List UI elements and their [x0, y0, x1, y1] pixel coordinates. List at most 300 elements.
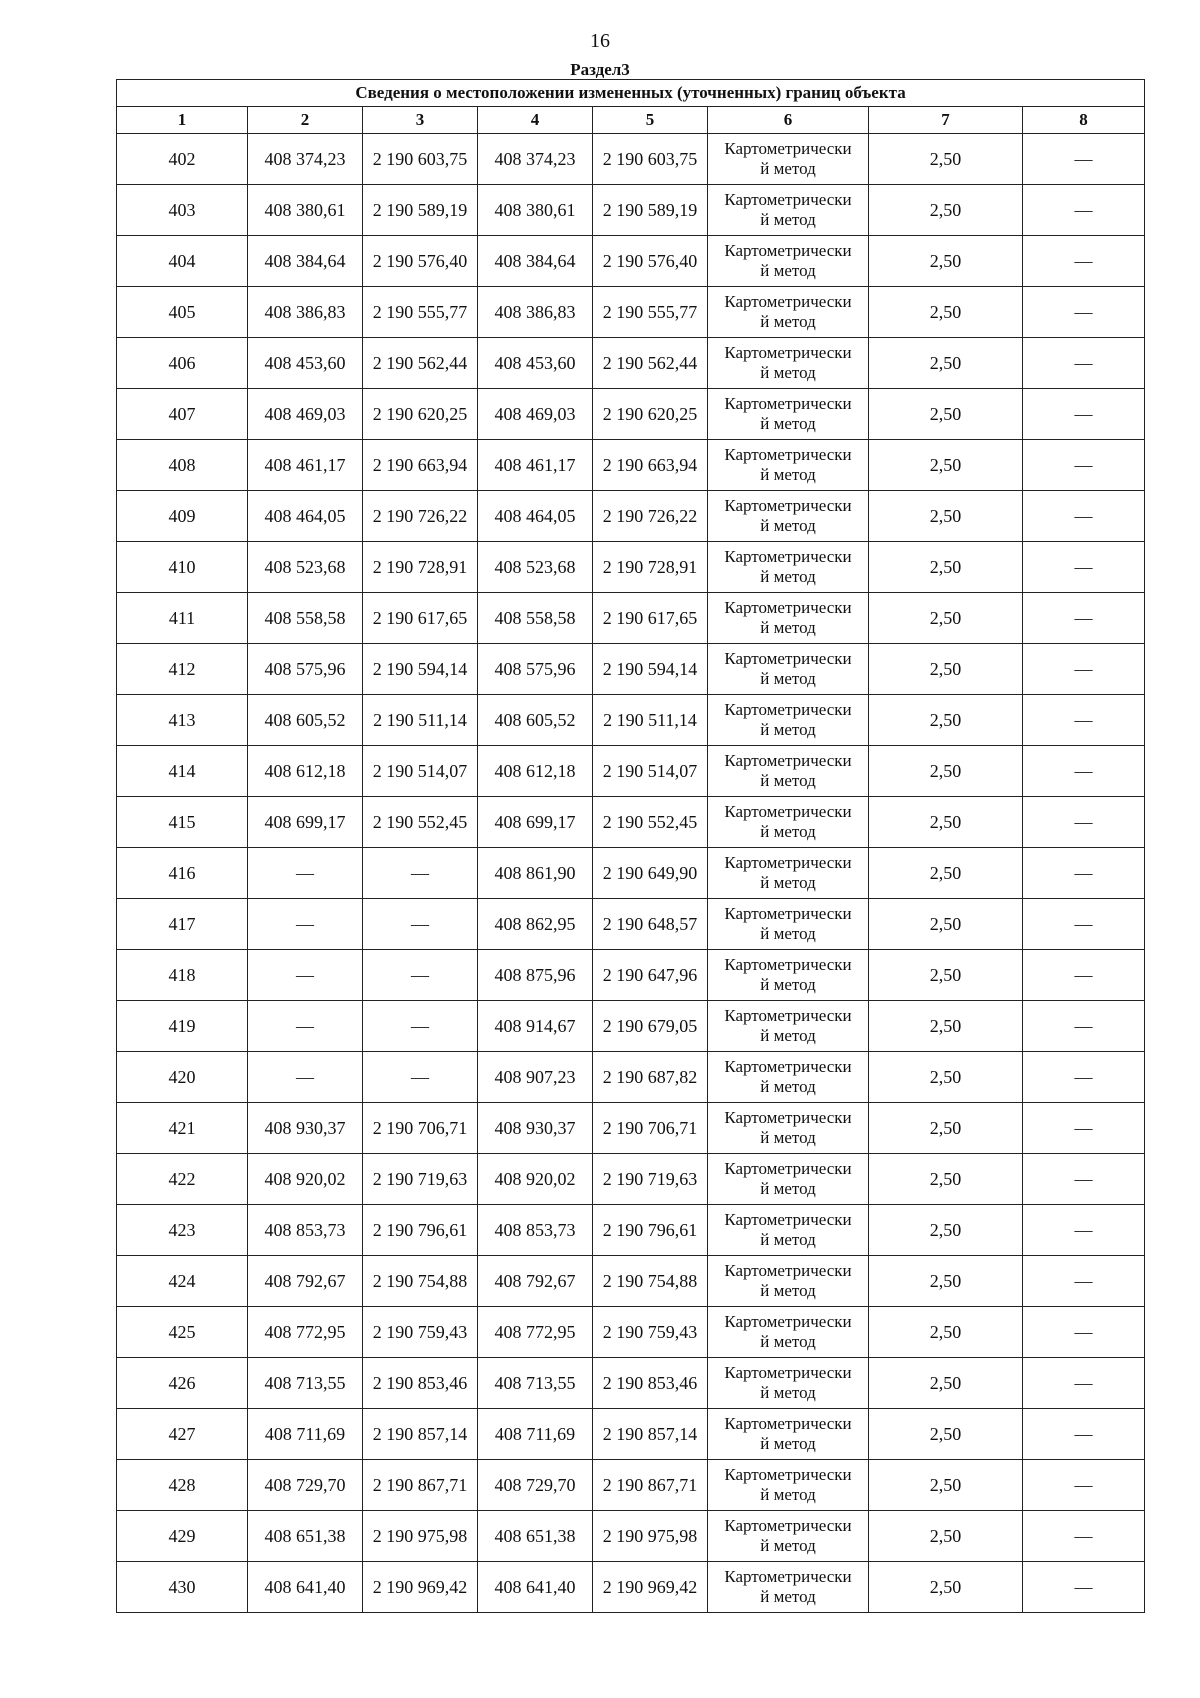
point-number-cell: 424: [117, 1256, 248, 1307]
method-text-line1: Картометрически: [724, 904, 852, 923]
accuracy-cell: 2,50: [869, 1103, 1023, 1154]
x-existing-cell: 408 792,67: [248, 1256, 363, 1307]
y-existing-cell: 2 190 853,46: [363, 1358, 478, 1409]
x-existing-cell: —: [248, 848, 363, 899]
point-number-cell: 405: [117, 287, 248, 338]
method-text-line2: й метод: [760, 1179, 816, 1198]
y-refined-cell: 2 190 617,65: [593, 593, 708, 644]
point-number-cell: 417: [117, 899, 248, 950]
method-text-line2: й метод: [760, 1434, 816, 1453]
y-existing-cell: 2 190 555,77: [363, 287, 478, 338]
x-existing-cell: 408 469,03: [248, 389, 363, 440]
method-text-line2: й метод: [760, 414, 816, 433]
method-cell: [708, 1307, 869, 1358]
point-number-cell: 429: [117, 1511, 248, 1562]
accuracy-cell: 2,50: [869, 1460, 1023, 1511]
y-refined-cell: 2 190 857,14: [593, 1409, 708, 1460]
y-refined-cell: 2 190 649,90: [593, 848, 708, 899]
point-number-cell: 416: [117, 848, 248, 899]
x-existing-cell: 408 575,96: [248, 644, 363, 695]
point-number-cell: 426: [117, 1358, 248, 1409]
y-existing-cell: 2 190 552,45: [363, 797, 478, 848]
y-existing-cell: 2 190 759,43: [363, 1307, 478, 1358]
method-text-line1: Картометрически: [724, 1108, 852, 1127]
table-row: [117, 1256, 1145, 1307]
x-existing-cell: 408 461,17: [248, 440, 363, 491]
method-cell: [708, 185, 869, 236]
point-number-cell: 402: [117, 134, 248, 185]
y-existing-cell: 2 190 620,25: [363, 389, 478, 440]
point-number-cell: 428: [117, 1460, 248, 1511]
x-existing-cell: 408 464,05: [248, 491, 363, 542]
method-text-line1: Картометрически: [724, 394, 852, 413]
column-header: 1: [117, 107, 248, 134]
method-cell: [708, 1460, 869, 1511]
note-cell: —: [1023, 950, 1145, 1001]
method-text-line2: й метод: [760, 363, 816, 382]
x-refined-cell: 408 558,58: [478, 593, 593, 644]
note-cell: —: [1023, 1001, 1145, 1052]
note-cell: —: [1023, 134, 1145, 185]
x-refined-cell: 408 930,37: [478, 1103, 593, 1154]
x-refined-cell: 408 380,61: [478, 185, 593, 236]
accuracy-cell: 2,50: [869, 1001, 1023, 1052]
note-cell: —: [1023, 746, 1145, 797]
x-refined-cell: 408 523,68: [478, 542, 593, 593]
accuracy-cell: 2,50: [869, 593, 1023, 644]
method-text-line1: Картометрически: [724, 853, 852, 872]
method-text-line2: й метод: [760, 771, 816, 790]
x-existing-cell: 408 729,70: [248, 1460, 363, 1511]
x-existing-cell: 408 699,17: [248, 797, 363, 848]
accuracy-cell: 2,50: [869, 236, 1023, 287]
method-cell: [708, 797, 869, 848]
note-cell: —: [1023, 1154, 1145, 1205]
table-row: [117, 1205, 1145, 1256]
method-cell: [708, 389, 869, 440]
table-body: [117, 134, 1145, 1613]
y-refined-cell: 2 190 514,07: [593, 746, 708, 797]
method-text-line2: й метод: [760, 720, 816, 739]
y-refined-cell: 2 190 759,43: [593, 1307, 708, 1358]
method-cell: [708, 134, 869, 185]
method-cell: [708, 287, 869, 338]
table-row: [117, 950, 1145, 1001]
x-refined-cell: 408 651,38: [478, 1511, 593, 1562]
point-number-cell: 414: [117, 746, 248, 797]
accuracy-cell: 2,50: [869, 1052, 1023, 1103]
x-refined-cell: 408 575,96: [478, 644, 593, 695]
y-existing-cell: 2 190 969,42: [363, 1562, 478, 1613]
y-existing-cell: 2 190 594,14: [363, 644, 478, 695]
y-existing-cell: 2 190 562,44: [363, 338, 478, 389]
x-existing-cell: 408 930,37: [248, 1103, 363, 1154]
x-refined-cell: 408 920,02: [478, 1154, 593, 1205]
y-existing-cell: 2 190 796,61: [363, 1205, 478, 1256]
method-text-line1: Картометрически: [724, 598, 852, 617]
x-refined-cell: 408 853,73: [478, 1205, 593, 1256]
y-refined-cell: 2 190 796,61: [593, 1205, 708, 1256]
y-refined-cell: 2 190 728,91: [593, 542, 708, 593]
y-refined-cell: 2 190 975,98: [593, 1511, 708, 1562]
y-existing-cell: 2 190 867,71: [363, 1460, 478, 1511]
method-text-line1: Картометрически: [724, 1567, 852, 1586]
table-row: [117, 491, 1145, 542]
table-row: [117, 797, 1145, 848]
x-existing-cell: —: [248, 1001, 363, 1052]
method-text-line2: й метод: [760, 822, 816, 841]
x-refined-cell: 408 386,83: [478, 287, 593, 338]
y-refined-cell: 2 190 576,40: [593, 236, 708, 287]
y-refined-cell: 2 190 648,57: [593, 899, 708, 950]
note-cell: —: [1023, 1460, 1145, 1511]
method-cell: [708, 644, 869, 695]
accuracy-cell: 2,50: [869, 185, 1023, 236]
x-existing-cell: 408 651,38: [248, 1511, 363, 1562]
note-cell: —: [1023, 1358, 1145, 1409]
method-cell: [708, 1001, 869, 1052]
method-text-line1: Картометрически: [724, 496, 852, 515]
table-row: [117, 644, 1145, 695]
method-text-line1: Картометрически: [724, 649, 852, 668]
method-text-line2: й метод: [760, 1026, 816, 1045]
y-refined-cell: 2 190 687,82: [593, 1052, 708, 1103]
column-header: 8: [1023, 107, 1145, 134]
x-existing-cell: 408 920,02: [248, 1154, 363, 1205]
method-text-line2: й метод: [760, 210, 816, 229]
method-text-line1: Картометрически: [724, 1363, 852, 1382]
method-text-line2: й метод: [760, 924, 816, 943]
accuracy-cell: 2,50: [869, 899, 1023, 950]
method-text-line2: й метод: [760, 1230, 816, 1249]
method-text-line2: й метод: [760, 1128, 816, 1147]
table-row: [117, 899, 1145, 950]
point-number-cell: 409: [117, 491, 248, 542]
y-refined-cell: 2 190 594,14: [593, 644, 708, 695]
accuracy-cell: 2,50: [869, 1307, 1023, 1358]
accuracy-cell: 2,50: [869, 287, 1023, 338]
y-existing-cell: 2 190 728,91: [363, 542, 478, 593]
x-refined-cell: 408 641,40: [478, 1562, 593, 1613]
accuracy-cell: 2,50: [869, 848, 1023, 899]
table-row: [117, 185, 1145, 236]
y-existing-cell: 2 190 706,71: [363, 1103, 478, 1154]
table-row: [117, 287, 1145, 338]
note-cell: —: [1023, 491, 1145, 542]
method-text-line1: Картометрически: [724, 802, 852, 821]
x-refined-cell: 408 461,17: [478, 440, 593, 491]
table-row: [117, 1511, 1145, 1562]
x-refined-cell: 408 713,55: [478, 1358, 593, 1409]
y-refined-cell: 2 190 663,94: [593, 440, 708, 491]
x-existing-cell: 408 772,95: [248, 1307, 363, 1358]
x-existing-cell: 408 853,73: [248, 1205, 363, 1256]
boundary-coordinates-table: [116, 79, 1145, 1613]
point-number-cell: 407: [117, 389, 248, 440]
y-refined-cell: 2 190 552,45: [593, 797, 708, 848]
method-text-line1: Картометрически: [724, 1159, 852, 1178]
note-cell: —: [1023, 695, 1145, 746]
note-cell: —: [1023, 797, 1145, 848]
y-existing-cell: 2 190 719,63: [363, 1154, 478, 1205]
table-row: [117, 389, 1145, 440]
y-refined-cell: 2 190 853,46: [593, 1358, 708, 1409]
method-text-line1: Картометрически: [724, 445, 852, 464]
note-cell: —: [1023, 899, 1145, 950]
x-existing-cell: 408 384,64: [248, 236, 363, 287]
point-number-cell: 403: [117, 185, 248, 236]
note-cell: —: [1023, 644, 1145, 695]
x-refined-cell: 408 862,95: [478, 899, 593, 950]
method-text-line1: Картометрически: [724, 292, 852, 311]
point-number-cell: 415: [117, 797, 248, 848]
x-refined-cell: 408 914,67: [478, 1001, 593, 1052]
y-existing-cell: —: [363, 1001, 478, 1052]
method-text-line2: й метод: [760, 975, 816, 994]
method-text-line2: й метод: [760, 1077, 816, 1096]
table-row: [117, 236, 1145, 287]
x-existing-cell: —: [248, 1052, 363, 1103]
accuracy-cell: 2,50: [869, 1256, 1023, 1307]
accuracy-cell: 2,50: [869, 440, 1023, 491]
x-existing-cell: 408 374,23: [248, 134, 363, 185]
table-row: [117, 542, 1145, 593]
y-existing-cell: —: [363, 899, 478, 950]
table-row: [117, 848, 1145, 899]
x-refined-cell: 408 907,23: [478, 1052, 593, 1103]
method-text-line2: й метод: [760, 516, 816, 535]
method-cell: [708, 746, 869, 797]
y-refined-cell: 2 190 562,44: [593, 338, 708, 389]
x-existing-cell: 408 523,68: [248, 542, 363, 593]
table-row: [117, 1307, 1145, 1358]
y-existing-cell: 2 190 589,19: [363, 185, 478, 236]
x-refined-cell: 408 861,90: [478, 848, 593, 899]
point-number-cell: 421: [117, 1103, 248, 1154]
point-number-cell: 413: [117, 695, 248, 746]
note-cell: —: [1023, 542, 1145, 593]
y-refined-cell: 2 190 754,88: [593, 1256, 708, 1307]
method-cell: [708, 950, 869, 1001]
note-cell: —: [1023, 440, 1145, 491]
section-title: Раздел3: [570, 60, 630, 79]
x-refined-cell: 408 792,67: [478, 1256, 593, 1307]
column-number-row: [117, 107, 1145, 134]
x-existing-cell: 408 453,60: [248, 338, 363, 389]
method-text-line1: Картометрически: [724, 751, 852, 770]
x-refined-cell: 408 612,18: [478, 746, 593, 797]
y-existing-cell: —: [363, 1052, 478, 1103]
y-refined-cell: 2 190 706,71: [593, 1103, 708, 1154]
table-row: [117, 1001, 1145, 1052]
y-refined-cell: 2 190 555,77: [593, 287, 708, 338]
y-refined-cell: 2 190 719,63: [593, 1154, 708, 1205]
point-number-cell: 427: [117, 1409, 248, 1460]
table-row: [117, 338, 1145, 389]
note-cell: —: [1023, 1409, 1145, 1460]
method-cell: [708, 1154, 869, 1205]
note-cell: —: [1023, 1103, 1145, 1154]
accuracy-cell: 2,50: [869, 1562, 1023, 1613]
table-caption: Сведения о местоположении измененных (уточненных) границ объекта: [117, 80, 1145, 107]
method-text-line1: Картометрически: [724, 1516, 852, 1535]
method-text-line2: й метод: [760, 1587, 816, 1606]
method-cell: [708, 1562, 869, 1613]
accuracy-cell: 2,50: [869, 542, 1023, 593]
x-refined-cell: 408 384,64: [478, 236, 593, 287]
method-cell: [708, 338, 869, 389]
point-number-cell: 406: [117, 338, 248, 389]
y-refined-cell: 2 190 589,19: [593, 185, 708, 236]
method-text-line1: Картометрически: [724, 343, 852, 362]
accuracy-cell: 2,50: [869, 491, 1023, 542]
method-text-line1: Картометрически: [724, 1006, 852, 1025]
y-existing-cell: 2 190 663,94: [363, 440, 478, 491]
point-number-cell: 419: [117, 1001, 248, 1052]
x-refined-cell: 408 772,95: [478, 1307, 593, 1358]
y-existing-cell: —: [363, 848, 478, 899]
note-cell: —: [1023, 236, 1145, 287]
table-row: [117, 440, 1145, 491]
y-refined-cell: 2 190 969,42: [593, 1562, 708, 1613]
table-row: [117, 134, 1145, 185]
method-cell: [708, 1256, 869, 1307]
x-existing-cell: 408 558,58: [248, 593, 363, 644]
accuracy-cell: 2,50: [869, 797, 1023, 848]
method-text-line2: й метод: [760, 1332, 816, 1351]
column-header: 7: [869, 107, 1023, 134]
table-row: [117, 746, 1145, 797]
note-cell: —: [1023, 338, 1145, 389]
method-text-line2: й метод: [760, 159, 816, 178]
x-refined-cell: 408 605,52: [478, 695, 593, 746]
y-existing-cell: —: [363, 950, 478, 1001]
x-refined-cell: 408 469,03: [478, 389, 593, 440]
method-text-line1: Картометрически: [724, 1465, 852, 1484]
accuracy-cell: 2,50: [869, 1205, 1023, 1256]
x-refined-cell: 408 374,23: [478, 134, 593, 185]
note-cell: —: [1023, 1205, 1145, 1256]
table-row: [117, 695, 1145, 746]
table-row: [117, 1562, 1145, 1613]
method-text-line2: й метод: [760, 669, 816, 688]
y-existing-cell: 2 190 726,22: [363, 491, 478, 542]
method-cell: [708, 491, 869, 542]
point-number-cell: 430: [117, 1562, 248, 1613]
accuracy-cell: 2,50: [869, 950, 1023, 1001]
table-row: [117, 1460, 1145, 1511]
method-text-line1: Картометрически: [724, 139, 852, 158]
method-text-line1: Картометрически: [724, 241, 852, 260]
table-row: [117, 1052, 1145, 1103]
table-row: [117, 1154, 1145, 1205]
method-cell: [708, 593, 869, 644]
y-refined-cell: 2 190 511,14: [593, 695, 708, 746]
column-header: 6: [708, 107, 869, 134]
point-number-cell: 418: [117, 950, 248, 1001]
method-cell: [708, 1511, 869, 1562]
method-text-line2: й метод: [760, 618, 816, 637]
y-existing-cell: 2 190 603,75: [363, 134, 478, 185]
method-text-line2: й метод: [760, 312, 816, 331]
y-existing-cell: 2 190 754,88: [363, 1256, 478, 1307]
method-text-line2: й метод: [760, 1383, 816, 1402]
method-text-line2: й метод: [760, 261, 816, 280]
x-existing-cell: 408 605,52: [248, 695, 363, 746]
accuracy-cell: 2,50: [869, 1511, 1023, 1562]
note-cell: —: [1023, 1052, 1145, 1103]
method-text-line2: й метод: [760, 567, 816, 586]
x-existing-cell: 408 612,18: [248, 746, 363, 797]
note-cell: —: [1023, 185, 1145, 236]
column-header: 5: [593, 107, 708, 134]
note-cell: —: [1023, 287, 1145, 338]
point-number-cell: 408: [117, 440, 248, 491]
method-cell: [708, 1409, 869, 1460]
method-text-line2: й метод: [760, 1536, 816, 1555]
table-row: [117, 593, 1145, 644]
x-refined-cell: 408 699,17: [478, 797, 593, 848]
accuracy-cell: 2,50: [869, 695, 1023, 746]
point-number-cell: 420: [117, 1052, 248, 1103]
method-text-line1: Картометрически: [724, 700, 852, 719]
method-text-line1: Картометрически: [724, 1312, 852, 1331]
column-header: 2: [248, 107, 363, 134]
accuracy-cell: 2,50: [869, 389, 1023, 440]
y-refined-cell: 2 190 603,75: [593, 134, 708, 185]
method-cell: [708, 1103, 869, 1154]
point-number-cell: 425: [117, 1307, 248, 1358]
table-row: [117, 1103, 1145, 1154]
note-cell: —: [1023, 848, 1145, 899]
method-cell: [708, 236, 869, 287]
accuracy-cell: 2,50: [869, 644, 1023, 695]
method-text-line2: й метод: [760, 1485, 816, 1504]
accuracy-cell: 2,50: [869, 1154, 1023, 1205]
table-row: [117, 1409, 1145, 1460]
method-text-line2: й метод: [760, 873, 816, 892]
accuracy-cell: 2,50: [869, 338, 1023, 389]
y-existing-cell: 2 190 975,98: [363, 1511, 478, 1562]
x-refined-cell: 408 875,96: [478, 950, 593, 1001]
point-number-cell: 422: [117, 1154, 248, 1205]
y-refined-cell: 2 190 726,22: [593, 491, 708, 542]
x-refined-cell: 408 453,60: [478, 338, 593, 389]
x-refined-cell: 408 711,69: [478, 1409, 593, 1460]
x-existing-cell: 408 713,55: [248, 1358, 363, 1409]
method-cell: [708, 440, 869, 491]
note-cell: —: [1023, 593, 1145, 644]
accuracy-cell: 2,50: [869, 1409, 1023, 1460]
y-refined-cell: 2 190 867,71: [593, 1460, 708, 1511]
x-existing-cell: 408 380,61: [248, 185, 363, 236]
point-number-cell: 410: [117, 542, 248, 593]
column-header: 4: [478, 107, 593, 134]
note-cell: —: [1023, 1511, 1145, 1562]
y-existing-cell: 2 190 576,40: [363, 236, 478, 287]
method-text-line1: Картометрически: [724, 1057, 852, 1076]
method-cell: [708, 1205, 869, 1256]
y-refined-cell: 2 190 647,96: [593, 950, 708, 1001]
note-cell: —: [1023, 1562, 1145, 1613]
method-text-line1: Картометрически: [724, 1414, 852, 1433]
x-existing-cell: —: [248, 950, 363, 1001]
method-text-line1: Картометрически: [724, 547, 852, 566]
method-text-line1: Картометрически: [724, 1210, 852, 1229]
y-existing-cell: 2 190 514,07: [363, 746, 478, 797]
y-refined-cell: 2 190 620,25: [593, 389, 708, 440]
method-cell: [708, 848, 869, 899]
